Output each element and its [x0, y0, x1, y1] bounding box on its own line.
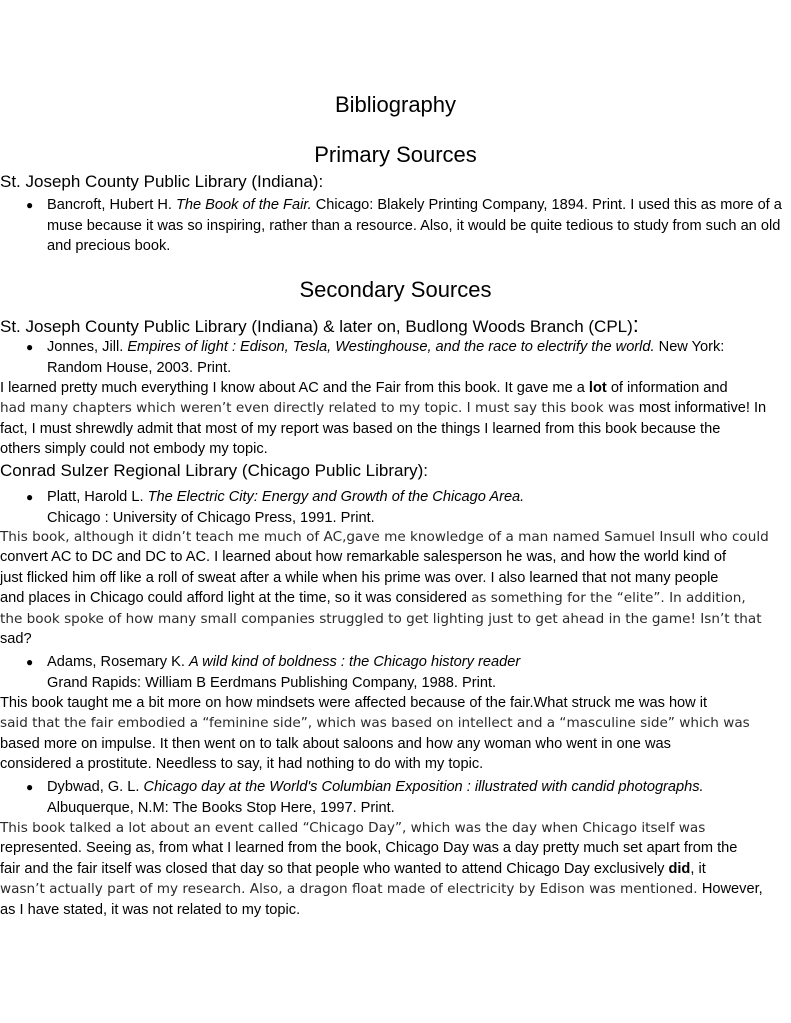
entry-text [47, 195, 783, 257]
entry-author: Jonnes, Jill. [47, 339, 128, 355]
annotation-paragraph-jonnes: I learned pretty much everything I know about AC and the Fair from this book. It gave me a lot of information and had many chapters which weren’t even directly related to my topic. I must say this book was most informative! In fact, I must shrewdly admit that most of my report was based on the things I learned from this book because the others simply could not embody my topic. [0, 380, 767, 458]
entry-publisher: Chicago : University of Chicago Press, 1991. Print. [47, 509, 375, 526]
annotation-paragraph-platt: This book, although it didn’t teach me much of AC,gave me knowledge of a man named Samuel Insull who could convert AC to DC and DC to AC. I learned about how remarkable salesperson he was, and how the world kind of just flicked him off like a roll of sweat after a while when his prime was over. I also learned that not many people and places in Chicago could afford light at the time, so it was considered as something for the “elite”. In addition, the book spoke of how many small companies struggled to get lighting just to get ahead in the game! Isn’t that sad? [0, 529, 769, 648]
entry-publisher: Albuquerque, N.M: The Books Stop Here, 1997. Print. [47, 799, 395, 816]
bibliography-entry-platt [0, 487, 791, 529]
entry-text [47, 777, 783, 818]
annotation-paragraph-dybwad: This book talked a lot about an event called “Chicago Day”, which was the day when Chicago itself was represented. Seeing as, from what I learned from the book, Chicago Day was a day pretty much set apart from the fair and the fair itself was closed that day so that people who wanted to attend Chicago Day exclusively did, it wasn’t actually part of my research. Also, a dragon float made of electricity by Edison was mentioned. However, as I have stated, it was not related to my topic. [0, 820, 763, 918]
entry-text [47, 337, 783, 378]
bullet-icon: ● [26, 198, 34, 212]
secondary-sources-heading: Secondary Sources [299, 277, 492, 302]
entry-author: Dybwad, G. L. [47, 779, 144, 795]
bibliography-entry-bancroft [0, 195, 791, 257]
entry-publisher: Grand Rapids: William B Eerdmans Publishing Company, 1988. Print. [47, 674, 497, 691]
secondary-library-label-2: Conrad Sulzer Regional Library (Chicago Public Library): [0, 461, 429, 480]
bibliography-entry-adams [0, 652, 791, 694]
entry-book-title: The Book of the Fair. [175, 197, 312, 213]
entry-book-title: The Electric City: Energy and Growth of the Chicago Area. [147, 489, 525, 505]
entry-text [47, 652, 783, 693]
bullet-icon: ● [26, 780, 34, 794]
entry-text [47, 487, 783, 528]
secondary-library-label-1: St. Joseph County Public Library (Indiana) & later on, Budlong Woods Branch (CPL): [0, 312, 639, 337]
entry-book-title: A wild kind of boldness : the Chicago history reader [188, 654, 521, 670]
entry-author: Adams, Rosemary K. [47, 654, 189, 670]
entry-author: Platt, Harold L. [47, 489, 148, 505]
page-title: Bibliography [334, 92, 457, 117]
entry-citation-note: Chicago: Blakely Printing Company, 1894. Print. I used this as more of a muse because it was so inspiring, rather than a resource. Also, it would be quite tedious to study from such an old and precious book. [47, 197, 782, 254]
annotation-paragraph-adams: This book taught me a bit more on how mindsets were affected because of the fair.What struck me was how it said that the fair embodied a “feminine side”, which was based on intellect and a “masculine side” which was based more on impulse. It then went on to talk about saloons and how any woman who went in one was considered a prostitute. Needless to say, it had nothing to do with my topic. [0, 695, 750, 773]
bibliography-entry-jonnes [0, 337, 791, 379]
entry-book-title: Chicago day at the World's Columbian Exposition : illustrated with candid photographs. [143, 779, 704, 795]
bibliography-entry-dybwad [0, 777, 791, 819]
bullet-icon: ● [26, 340, 34, 354]
entry-author: Bancroft, Hubert H. [47, 197, 176, 213]
primary-library-label: St. Joseph County Public Library (Indiana): [0, 172, 324, 191]
entry-book-title: Empires of light : Edison, Tesla, Westinghouse, and the race to electrify the world. [127, 339, 655, 355]
entry-publisher: New York: Random House, 2003. Print. [47, 339, 725, 376]
bullet-icon: ● [26, 655, 34, 669]
bullet-icon: ● [26, 490, 34, 504]
primary-sources-heading: Primary Sources [314, 142, 477, 167]
